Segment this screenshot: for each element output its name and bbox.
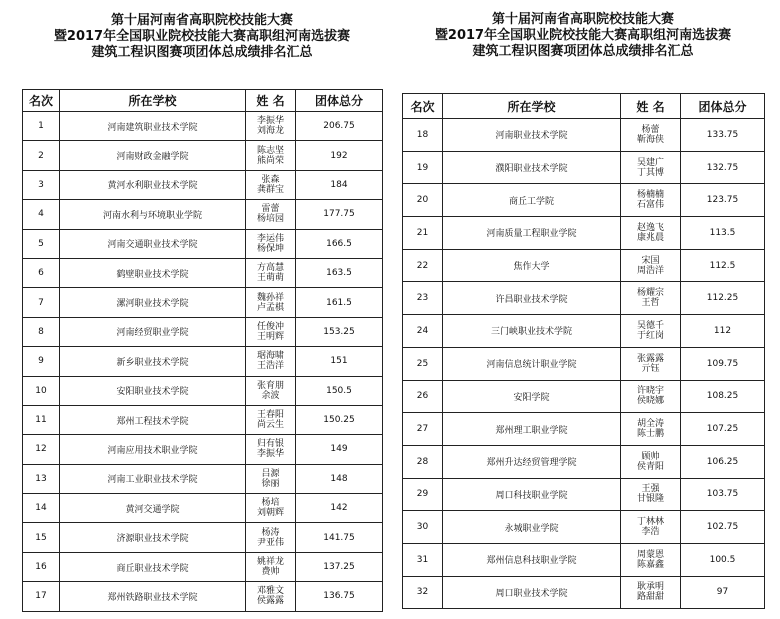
- left-title-block: [22, 13, 382, 81]
- school-cell: 漯河职业技术学院: [60, 288, 246, 317]
- score-cell: 142: [296, 494, 383, 523]
- school-cell: 焦作大学: [443, 249, 621, 282]
- school-cell: 永城职业学院: [443, 511, 621, 544]
- names-cell: [246, 494, 296, 523]
- member-name: 熊尚荣: [256, 155, 284, 166]
- member-name: 耿承明: [636, 582, 664, 593]
- school-cell: 河南建筑职业技术学院: [60, 112, 246, 141]
- score-cell: 153.25: [296, 317, 383, 346]
- school-cell: 河南信息统计职业学院: [443, 347, 621, 380]
- member-name: 王萌萌: [256, 273, 284, 284]
- names-cell: [621, 543, 681, 576]
- score-cell: 150.5: [296, 376, 383, 405]
- left-panel: [22, 0, 382, 612]
- member-name: 刘海龙: [256, 126, 284, 137]
- rank-cell: 31: [403, 543, 443, 576]
- school-cell: 三门峡职业技术学院: [443, 315, 621, 348]
- member-name: 许晓宇: [636, 386, 664, 397]
- names-cell: [621, 151, 681, 184]
- score-cell: 102.75: [681, 511, 765, 544]
- header-rank: 名次: [23, 90, 60, 112]
- names-cell: [621, 511, 681, 544]
- rank-cell: 8: [23, 317, 60, 346]
- member-name: 王强: [641, 484, 660, 495]
- left-ranking-table: [22, 89, 383, 612]
- score-cell: 106.25: [681, 445, 765, 478]
- school-cell: 许昌职业技术学院: [443, 282, 621, 315]
- member-name: 任俊冲: [256, 321, 284, 332]
- score-cell: 112.25: [681, 282, 765, 315]
- rank-cell: 27: [403, 413, 443, 446]
- names-cell: [246, 582, 296, 611]
- score-cell: 166.5: [296, 229, 383, 258]
- score-cell: 113.5: [681, 217, 765, 250]
- school-cell: 河南质量工程职业学院: [443, 217, 621, 250]
- score-cell: 137.25: [296, 552, 383, 581]
- names-cell: [246, 405, 296, 434]
- school-cell: 黄河水利职业技术学院: [60, 170, 246, 199]
- table-row: [403, 217, 765, 250]
- score-cell: 97: [681, 576, 765, 609]
- rank-cell: 1: [23, 112, 60, 141]
- school-cell: 河南水利与环境职业学院: [60, 200, 246, 229]
- member-name: 于红岗: [636, 330, 664, 341]
- header-school: 所在学校: [60, 90, 246, 112]
- score-cell: 123.75: [681, 184, 765, 217]
- table-row: [403, 282, 765, 315]
- member-name: 李振华: [256, 116, 284, 127]
- rank-cell: 28: [403, 445, 443, 478]
- member-name: 侯露露: [256, 596, 284, 607]
- table-row: [403, 119, 765, 152]
- names-cell: [246, 170, 296, 199]
- right-title-block: [402, 12, 764, 80]
- rank-cell: 21: [403, 217, 443, 250]
- right-title-line-2: 暨2017年全国职业院校技能大赛高职组河南选拔赛: [434, 28, 732, 43]
- rank-cell: 30: [403, 511, 443, 544]
- table-row: [403, 478, 765, 511]
- rank-cell: 16: [23, 552, 60, 581]
- rank-cell: 15: [23, 523, 60, 552]
- member-name: 尚云生: [256, 420, 284, 431]
- right-ranking-table: [402, 93, 765, 609]
- rank-cell: 4: [23, 200, 60, 229]
- names-cell: [621, 119, 681, 152]
- rank-cell: 22: [403, 249, 443, 282]
- names-cell: [246, 141, 296, 170]
- table-row: [23, 494, 383, 523]
- table-row: [403, 347, 765, 380]
- table-row: [403, 445, 765, 478]
- names-cell: [246, 200, 296, 229]
- member-name: 丁其博: [636, 167, 664, 178]
- names-cell: [621, 249, 681, 282]
- right-title-line-1: 第十届河南省高职院校技能大赛: [491, 12, 674, 27]
- member-name: 王明辉: [256, 331, 284, 342]
- table-row: [23, 435, 383, 464]
- school-cell: 郑州铁路职业技术学院: [60, 582, 246, 611]
- table-row: [403, 380, 765, 413]
- rank-cell: 12: [23, 435, 60, 464]
- member-name: 赵逸飞: [636, 222, 664, 233]
- table-row: [403, 184, 765, 217]
- table-row: [403, 151, 765, 184]
- school-cell: 河南工业职业技术学院: [60, 464, 246, 493]
- table-row: [23, 170, 383, 199]
- school-cell: 安阳职业技术学院: [60, 376, 246, 405]
- score-cell: 100.5: [681, 543, 765, 576]
- member-name: 甘银隆: [636, 494, 664, 505]
- member-name: 王春阳: [256, 410, 284, 421]
- school-cell: 郑州信息科技职业学院: [443, 543, 621, 576]
- names-cell: [621, 315, 681, 348]
- school-cell: 河南职业技术学院: [443, 119, 621, 152]
- names-cell: [246, 435, 296, 464]
- school-cell: 济源职业技术学院: [60, 523, 246, 552]
- table-row: [23, 464, 383, 493]
- score-cell: 151: [296, 347, 383, 376]
- names-cell: [246, 288, 296, 317]
- member-name: 侯晓娜: [636, 396, 664, 407]
- member-name: 陈嘉鑫: [636, 559, 664, 570]
- member-name: 李振华: [256, 449, 284, 460]
- names-cell: [621, 445, 681, 478]
- score-cell: 184: [296, 170, 383, 199]
- table-row: [23, 141, 383, 170]
- table-row: [23, 523, 383, 552]
- table-row: [23, 288, 383, 317]
- school-cell: 周口职业技术学院: [443, 576, 621, 609]
- rank-cell: 32: [403, 576, 443, 609]
- school-cell: 黄河交通学院: [60, 494, 246, 523]
- member-name: 杨保坤: [256, 243, 284, 254]
- table-row: [403, 543, 765, 576]
- score-cell: 108.25: [681, 380, 765, 413]
- table-row: [23, 582, 383, 611]
- header-name: 姓 名: [246, 90, 296, 112]
- school-cell: 周口科技职业学院: [443, 478, 621, 511]
- right-title-line-3: 建筑工程识图赛项团体总成绩排名汇总: [472, 44, 694, 59]
- rank-cell: 13: [23, 464, 60, 493]
- member-name: 康兆晨: [636, 232, 664, 243]
- rank-cell: 24: [403, 315, 443, 348]
- names-cell: [246, 376, 296, 405]
- member-name: 姚祥龙: [256, 557, 284, 568]
- score-cell: 133.75: [681, 119, 765, 152]
- left-title-line-3: 建筑工程识图赛项团体总成绩排名汇总: [91, 45, 313, 60]
- left-title-line-2: 暨2017年全国职业院校技能大赛高职组河南选拔赛: [53, 29, 351, 44]
- school-cell: 河南应用技术职业学院: [60, 435, 246, 464]
- right-table-header: [403, 94, 765, 119]
- school-cell: 商丘职业技术学院: [60, 552, 246, 581]
- rank-cell: 18: [403, 119, 443, 152]
- table-row: [23, 552, 383, 581]
- score-cell: 103.75: [681, 478, 765, 511]
- table-row: [23, 112, 383, 141]
- left-table-header: [23, 90, 383, 112]
- score-cell: 141.75: [296, 523, 383, 552]
- member-name: 龚群宝: [256, 184, 284, 195]
- names-cell: [621, 347, 681, 380]
- header-score: 团体总分: [296, 90, 383, 112]
- score-cell: 107.25: [681, 413, 765, 446]
- member-name: 石富伟: [636, 200, 664, 211]
- right-panel: [402, 0, 764, 609]
- member-name: 归有银: [256, 439, 284, 450]
- score-cell: 163.5: [296, 258, 383, 287]
- names-cell: [621, 380, 681, 413]
- rank-cell: 5: [23, 229, 60, 258]
- names-cell: [246, 464, 296, 493]
- member-name: 杨楠楠: [636, 190, 664, 201]
- member-name: 李浩: [641, 527, 660, 538]
- score-cell: 161.5: [296, 288, 383, 317]
- table-row: [23, 317, 383, 346]
- rank-cell: 26: [403, 380, 443, 413]
- score-cell: 177.75: [296, 200, 383, 229]
- score-cell: 136.75: [296, 582, 383, 611]
- rank-cell: 29: [403, 478, 443, 511]
- member-name: 陈士鹏: [636, 429, 664, 440]
- school-cell: 商丘工学院: [443, 184, 621, 217]
- header-name: 姓 名: [621, 94, 681, 119]
- names-cell: [246, 258, 296, 287]
- names-cell: [621, 478, 681, 511]
- rank-cell: 20: [403, 184, 443, 217]
- school-cell: 郑州理工职业学院: [443, 413, 621, 446]
- rank-cell: 2: [23, 141, 60, 170]
- rank-cell: 23: [403, 282, 443, 315]
- table-row: [403, 249, 765, 282]
- names-cell: [246, 229, 296, 258]
- table-row: [23, 376, 383, 405]
- names-cell: [621, 217, 681, 250]
- member-name: 周蒙恩: [636, 549, 664, 560]
- score-cell: 149: [296, 435, 383, 464]
- member-name: 侯青阳: [636, 461, 664, 472]
- member-name: 余波: [261, 390, 280, 401]
- header-score: 团体总分: [681, 94, 765, 119]
- member-name: 方高慧: [256, 263, 284, 274]
- member-name: 杨涛: [261, 527, 280, 538]
- right-table-body: [403, 119, 765, 609]
- member-name: 雷蕾: [261, 204, 280, 215]
- member-name: 费帅: [261, 567, 280, 578]
- rank-cell: 11: [23, 405, 60, 434]
- names-cell: [621, 282, 681, 315]
- member-name: 张露露: [636, 353, 664, 364]
- score-cell: 150.25: [296, 405, 383, 434]
- member-name: 丁林林: [636, 517, 664, 528]
- table-row: [403, 511, 765, 544]
- table-row: [403, 576, 765, 609]
- member-name: 邓雅文: [256, 586, 284, 597]
- rank-cell: 3: [23, 170, 60, 199]
- member-name: 王哲: [641, 298, 660, 309]
- names-cell: [246, 317, 296, 346]
- member-name: 吴建广: [636, 157, 664, 168]
- member-name: 宋国: [641, 255, 660, 266]
- member-name: 陈志坚: [256, 145, 284, 156]
- member-name: 琚海啸: [256, 351, 284, 362]
- member-name: 吴德千: [636, 320, 664, 331]
- rank-cell: 14: [23, 494, 60, 523]
- table-row: [23, 347, 383, 376]
- member-name: 徐丽: [261, 478, 280, 489]
- rank-cell: 19: [403, 151, 443, 184]
- member-name: 杨培: [261, 498, 280, 509]
- table-row: [23, 200, 383, 229]
- table-row: [403, 413, 765, 446]
- member-name: 吕源: [261, 468, 280, 479]
- table-row: [403, 315, 765, 348]
- table-row: [23, 405, 383, 434]
- header-rank: 名次: [403, 94, 443, 119]
- score-cell: 206.75: [296, 112, 383, 141]
- names-cell: [621, 184, 681, 217]
- member-name: 顾帅: [641, 451, 660, 462]
- score-cell: 148: [296, 464, 383, 493]
- left-title-line-1: 第十届河南省高职院校技能大赛: [110, 13, 293, 28]
- member-name: 周浩洋: [636, 265, 664, 276]
- school-cell: 河南交通职业技术学院: [60, 229, 246, 258]
- rank-cell: 25: [403, 347, 443, 380]
- member-name: 尹亚伟: [256, 537, 284, 548]
- school-cell: 河南财政金融学院: [60, 141, 246, 170]
- rank-cell: 6: [23, 258, 60, 287]
- member-name: 张森: [261, 174, 280, 185]
- score-cell: 132.75: [681, 151, 765, 184]
- member-name: 李运伟: [256, 233, 284, 244]
- member-name: 王浩洋: [256, 361, 284, 372]
- table-row: [23, 258, 383, 287]
- school-cell: 河南经贸职业学院: [60, 317, 246, 346]
- rank-cell: 17: [23, 582, 60, 611]
- school-cell: 郑州升达经贸管理学院: [443, 445, 621, 478]
- table-row: [23, 229, 383, 258]
- school-cell: 新乡职业技术学院: [60, 347, 246, 376]
- score-cell: 109.75: [681, 347, 765, 380]
- left-table-body: [23, 112, 383, 612]
- rank-cell: 9: [23, 347, 60, 376]
- member-name: 刘朝辉: [256, 508, 284, 519]
- member-name: 胡全涛: [636, 419, 664, 430]
- names-cell: [246, 112, 296, 141]
- rank-cell: 7: [23, 288, 60, 317]
- rank-cell: 10: [23, 376, 60, 405]
- names-cell: [621, 413, 681, 446]
- member-name: 张育朋: [256, 380, 284, 391]
- school-cell: 鹤壁职业技术学院: [60, 258, 246, 287]
- school-cell: 濮阳职业技术学院: [443, 151, 621, 184]
- names-cell: [246, 523, 296, 552]
- school-cell: 郑州工程技术学院: [60, 405, 246, 434]
- member-name: 杨培园: [256, 214, 284, 225]
- header-school: 所在学校: [443, 94, 621, 119]
- school-cell: 安阳学院: [443, 380, 621, 413]
- member-name: 亓钰: [641, 363, 660, 374]
- score-cell: 112.5: [681, 249, 765, 282]
- names-cell: [246, 347, 296, 376]
- member-name: 魏孙祥: [256, 292, 284, 303]
- names-cell: [621, 576, 681, 609]
- member-name: 杨蕾: [641, 124, 660, 135]
- score-cell: 192: [296, 141, 383, 170]
- score-cell: 112: [681, 315, 765, 348]
- member-name: 路甜甜: [636, 592, 664, 603]
- names-cell: [246, 552, 296, 581]
- member-name: 卢孟棋: [256, 302, 284, 313]
- member-name: 杨耀宗: [636, 288, 664, 299]
- member-name: 靳海侠: [636, 134, 664, 145]
